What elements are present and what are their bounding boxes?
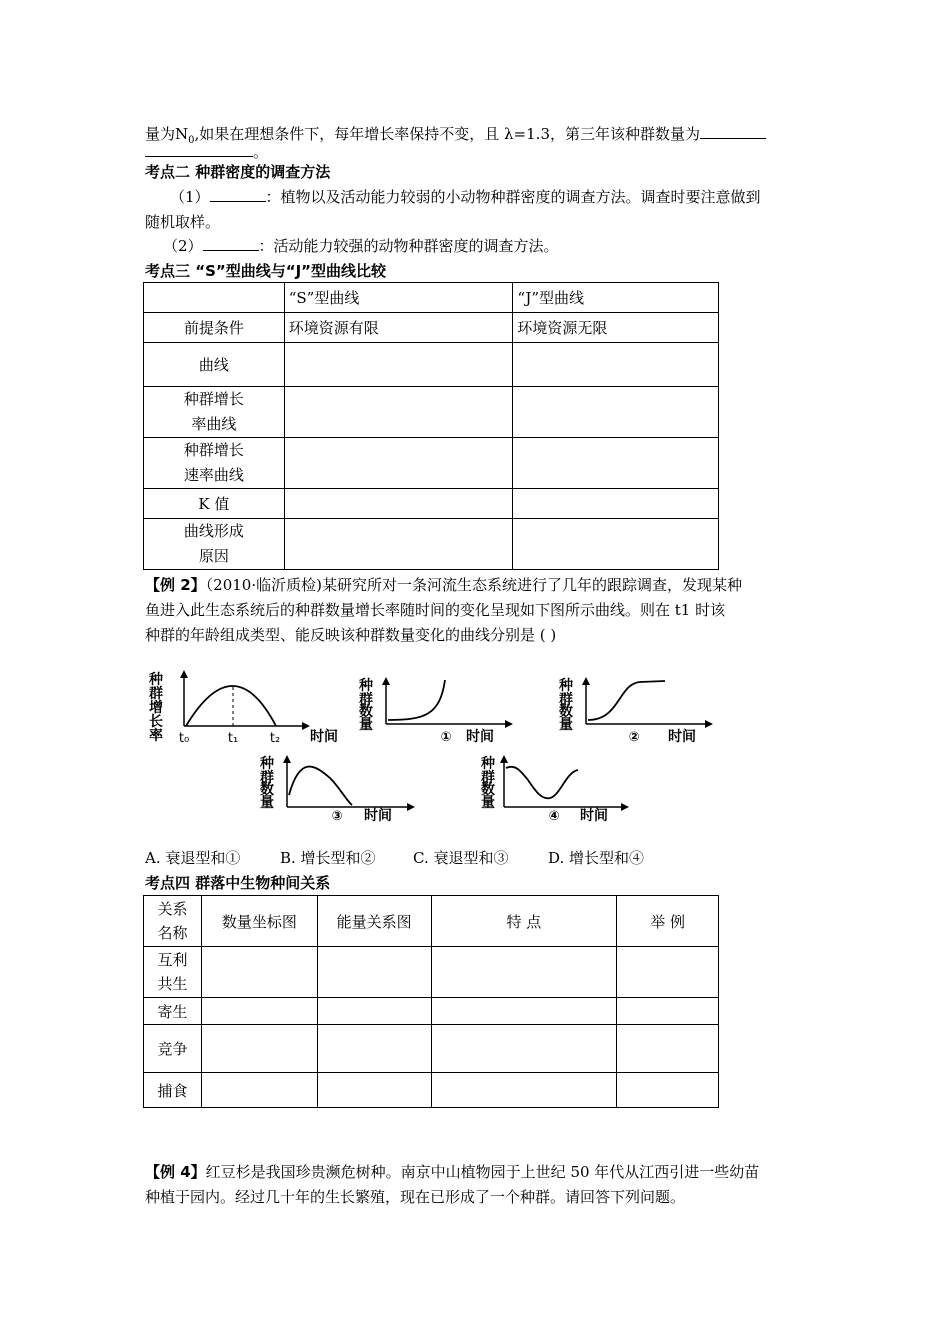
table-cell[interactable] (431, 947, 617, 998)
row-label-line: 种群增长 (183, 390, 244, 408)
ylabel-count-2: 群 (260, 770, 274, 786)
axis-arrow (582, 677, 590, 685)
axis-arrow (621, 803, 629, 811)
table-header: “S”型曲线 (284, 283, 513, 313)
ylabel-count-1: 种 (559, 678, 573, 694)
row-label (144, 387, 285, 438)
s-curve (588, 681, 665, 720)
example2-line-1 (145, 575, 742, 595)
table-cell[interactable] (617, 1025, 719, 1073)
ylabel-rate-3: 增 (149, 700, 163, 716)
table-row (144, 438, 719, 489)
xlabel: 时间 (466, 729, 494, 745)
graph-number: ② (628, 730, 640, 745)
row-label (144, 519, 285, 570)
graph-growth-rate (148, 670, 338, 746)
row-label: 竞争 (144, 1025, 202, 1073)
ylabel-count-3: 数 (359, 704, 373, 720)
table-row (144, 896, 719, 947)
growth-rate-curve (186, 686, 276, 726)
section2-title: 考点二 种群密度的调查方法 (145, 163, 331, 181)
table-cell[interactable] (317, 1073, 431, 1108)
axis-arrow (283, 755, 291, 763)
row-label-line: 共生 (157, 975, 188, 993)
tick-t0: t₀ (178, 731, 190, 746)
intro-subscript: 0 (188, 135, 195, 146)
table-row (144, 387, 719, 438)
xlabel: 时间 (668, 729, 696, 745)
table-row (144, 519, 719, 570)
item-text: ：植物以及活动能力较弱的小动物种群密度的调查方法。调查时要注意做到 (265, 188, 761, 206)
table-header: 特 点 (431, 896, 617, 947)
table-cell[interactable] (617, 947, 719, 998)
row-label-line: 种群增长 (183, 441, 244, 459)
row-label-line: 原因 (198, 547, 229, 565)
ylabel-count-2: 群 (559, 692, 573, 708)
example-tag: 【例 2】 (145, 576, 206, 594)
sj-comparison-table (143, 282, 719, 570)
answer-blank[interactable] (145, 142, 253, 157)
example4-line-2: 种植于园内。经过几十年的生长繁殖，现在已形成了一个种群。请回答下列问题。 (145, 1188, 686, 1206)
intro-text: 量为N (145, 125, 189, 143)
table-header (144, 896, 202, 947)
item-number: （2） (163, 237, 203, 255)
table-header: 举 例 (617, 896, 719, 947)
xlabel: 时间 (310, 729, 338, 745)
table-header: “J”型曲线 (513, 283, 719, 313)
axis-arrow (705, 720, 713, 728)
tick-t2: t₂ (269, 731, 281, 746)
header-line: 名称 (157, 924, 188, 942)
row-label (144, 438, 285, 489)
section2-item1 (170, 187, 761, 207)
ylabel-rate-4: 长 (149, 714, 163, 730)
ylabel-rate-1: 种 (149, 672, 163, 688)
row-label: K 值 (144, 489, 285, 519)
row-label (144, 947, 202, 998)
ylabel-rate-2: 群 (149, 686, 163, 702)
axis-arrow (505, 720, 513, 728)
axis-arrow (302, 722, 310, 730)
ylabel-count-2: 群 (359, 692, 373, 708)
table-row (144, 313, 719, 343)
table-cell[interactable] (317, 998, 431, 1025)
table-row (144, 998, 719, 1025)
table-cell[interactable] (201, 1073, 317, 1108)
axis-arrow (180, 670, 188, 678)
species-relations-table (143, 895, 719, 1108)
answer-option-c[interactable]: C. 衰退型和③ (413, 849, 509, 867)
example2-line-2: 鱼进入此生态系统后的种群数量增长率随时间的变化呈现如下图所示曲线。则在 t1 时该 (145, 601, 726, 619)
table-row (144, 489, 719, 519)
table-row (144, 1025, 719, 1073)
table-cell: 环境资源无限 (513, 313, 719, 343)
table-cell: 环境资源有限 (284, 313, 513, 343)
table-cell[interactable] (201, 947, 317, 998)
table-cell[interactable] (617, 998, 719, 1025)
example2-line-3: 种群的年龄组成类型、能反映该种群数量变化的曲线分别是 ( ) (145, 626, 557, 644)
intro-text-rest: ,如果在理想条件下，每年增长率保持不变，且 λ=1.3，第三年该种群数量为 (194, 125, 700, 143)
section2-item1-cont: 随机取样。 (145, 213, 221, 231)
row-label-line: 速率曲线 (183, 466, 244, 484)
table-cell[interactable] (284, 489, 513, 519)
ylabel-count-4: 量 (260, 795, 274, 811)
row-label-line: 曲线形成 (183, 522, 244, 540)
item-text: ：活动能力较强的动物种群密度的调查方法。 (258, 237, 559, 255)
table-cell[interactable] (513, 489, 719, 519)
section3-title: 考点三 “S”型曲线与“J”型曲线比较 (145, 262, 387, 280)
xlabel: 时间 (580, 808, 608, 824)
ylabel-count-4: 量 (481, 795, 495, 811)
table-row (144, 1073, 719, 1108)
table-header: 数量坐标图 (201, 896, 317, 947)
table-cell[interactable] (431, 998, 617, 1025)
item-number: （1） (170, 188, 210, 206)
graph-2 (558, 677, 713, 745)
table-cell[interactable] (284, 519, 513, 570)
table-header: 能量关系图 (317, 896, 431, 947)
row-label-line: 互利 (157, 951, 188, 969)
graph-3 (259, 755, 415, 824)
row-label: 寄生 (144, 998, 202, 1025)
row-label-line: 率曲线 (191, 415, 237, 433)
graph-number: ① (440, 730, 452, 745)
example-tag: 【例 4】 (145, 1163, 206, 1181)
graph-number: ③ (331, 809, 343, 824)
graph-4 (480, 755, 629, 824)
ylabel-count-1: 种 (260, 756, 274, 772)
population-curves-figure (140, 660, 740, 835)
section2-item2 (163, 236, 559, 256)
table-cell[interactable] (513, 438, 719, 489)
answer-option-b[interactable]: B. 增长型和② (280, 849, 376, 867)
intro-period: 。 (253, 143, 269, 161)
ylabel-rate-5: 率 (149, 728, 163, 744)
intro-line-2 (145, 142, 268, 162)
table-cell[interactable] (431, 1025, 617, 1073)
table-cell[interactable] (317, 947, 431, 998)
answer-blank[interactable] (203, 236, 259, 251)
graph-number: ④ (548, 809, 560, 824)
table-cell[interactable] (513, 343, 719, 387)
section4-title: 考点四 群落中生物种间关系 (145, 874, 331, 892)
row-label: 捕食 (144, 1073, 202, 1108)
answer-blank[interactable] (210, 187, 266, 202)
example-text: （2010·临沂质检)某研究所对一条河流生态系统进行了几年的跟踪调查，发现某种 (205, 576, 742, 594)
row-label: 前提条件 (144, 313, 285, 343)
table-cell (144, 283, 285, 313)
table-row (144, 947, 719, 998)
ylabel-count-3: 数 (559, 704, 573, 720)
ylabel-count-1: 种 (481, 756, 495, 772)
table-cell[interactable] (284, 438, 513, 489)
table-cell[interactable] (284, 343, 513, 387)
j-curve (388, 680, 445, 720)
axis-arrow (382, 677, 390, 685)
axis-arrow (500, 755, 508, 763)
header-line: 关系 (157, 900, 188, 918)
tick-t1: t₁ (227, 731, 239, 746)
ylabel-count-3: 数 (481, 782, 495, 798)
graph-1 (358, 677, 513, 745)
rise-fall-curve (289, 767, 352, 805)
ylabel-count-3: 数 (260, 782, 274, 798)
ylabel-count-4: 量 (359, 717, 373, 733)
axis-arrow (407, 803, 415, 811)
ylabel-count-4: 量 (559, 717, 573, 733)
example4-line-1 (145, 1162, 759, 1182)
example-text: 红豆杉是我国珍贵濒危树种。南京中山植物园于上世纪 50 年代从江西引进一些幼苗 (205, 1163, 760, 1181)
table-cell[interactable] (617, 1073, 719, 1108)
table-cell[interactable] (317, 1025, 431, 1073)
answer-option-d[interactable]: D. 增长型和④ (548, 849, 645, 867)
answer-blank[interactable] (700, 124, 766, 139)
table-cell[interactable] (513, 519, 719, 570)
row-label: 曲线 (144, 343, 285, 387)
ylabel-count-2: 群 (481, 770, 495, 786)
table-cell[interactable] (201, 1025, 317, 1073)
xlabel: 时间 (364, 808, 392, 824)
table-cell[interactable] (513, 387, 719, 438)
table-cell[interactable] (201, 998, 317, 1025)
answer-option-a[interactable]: A. 衰退型和① (145, 849, 241, 867)
ylabel-count-1: 种 (359, 678, 373, 694)
table-row (144, 343, 719, 387)
fall-rise-curve (506, 767, 578, 799)
table-row (144, 283, 719, 313)
table-cell[interactable] (431, 1073, 617, 1108)
table-cell[interactable] (284, 387, 513, 438)
